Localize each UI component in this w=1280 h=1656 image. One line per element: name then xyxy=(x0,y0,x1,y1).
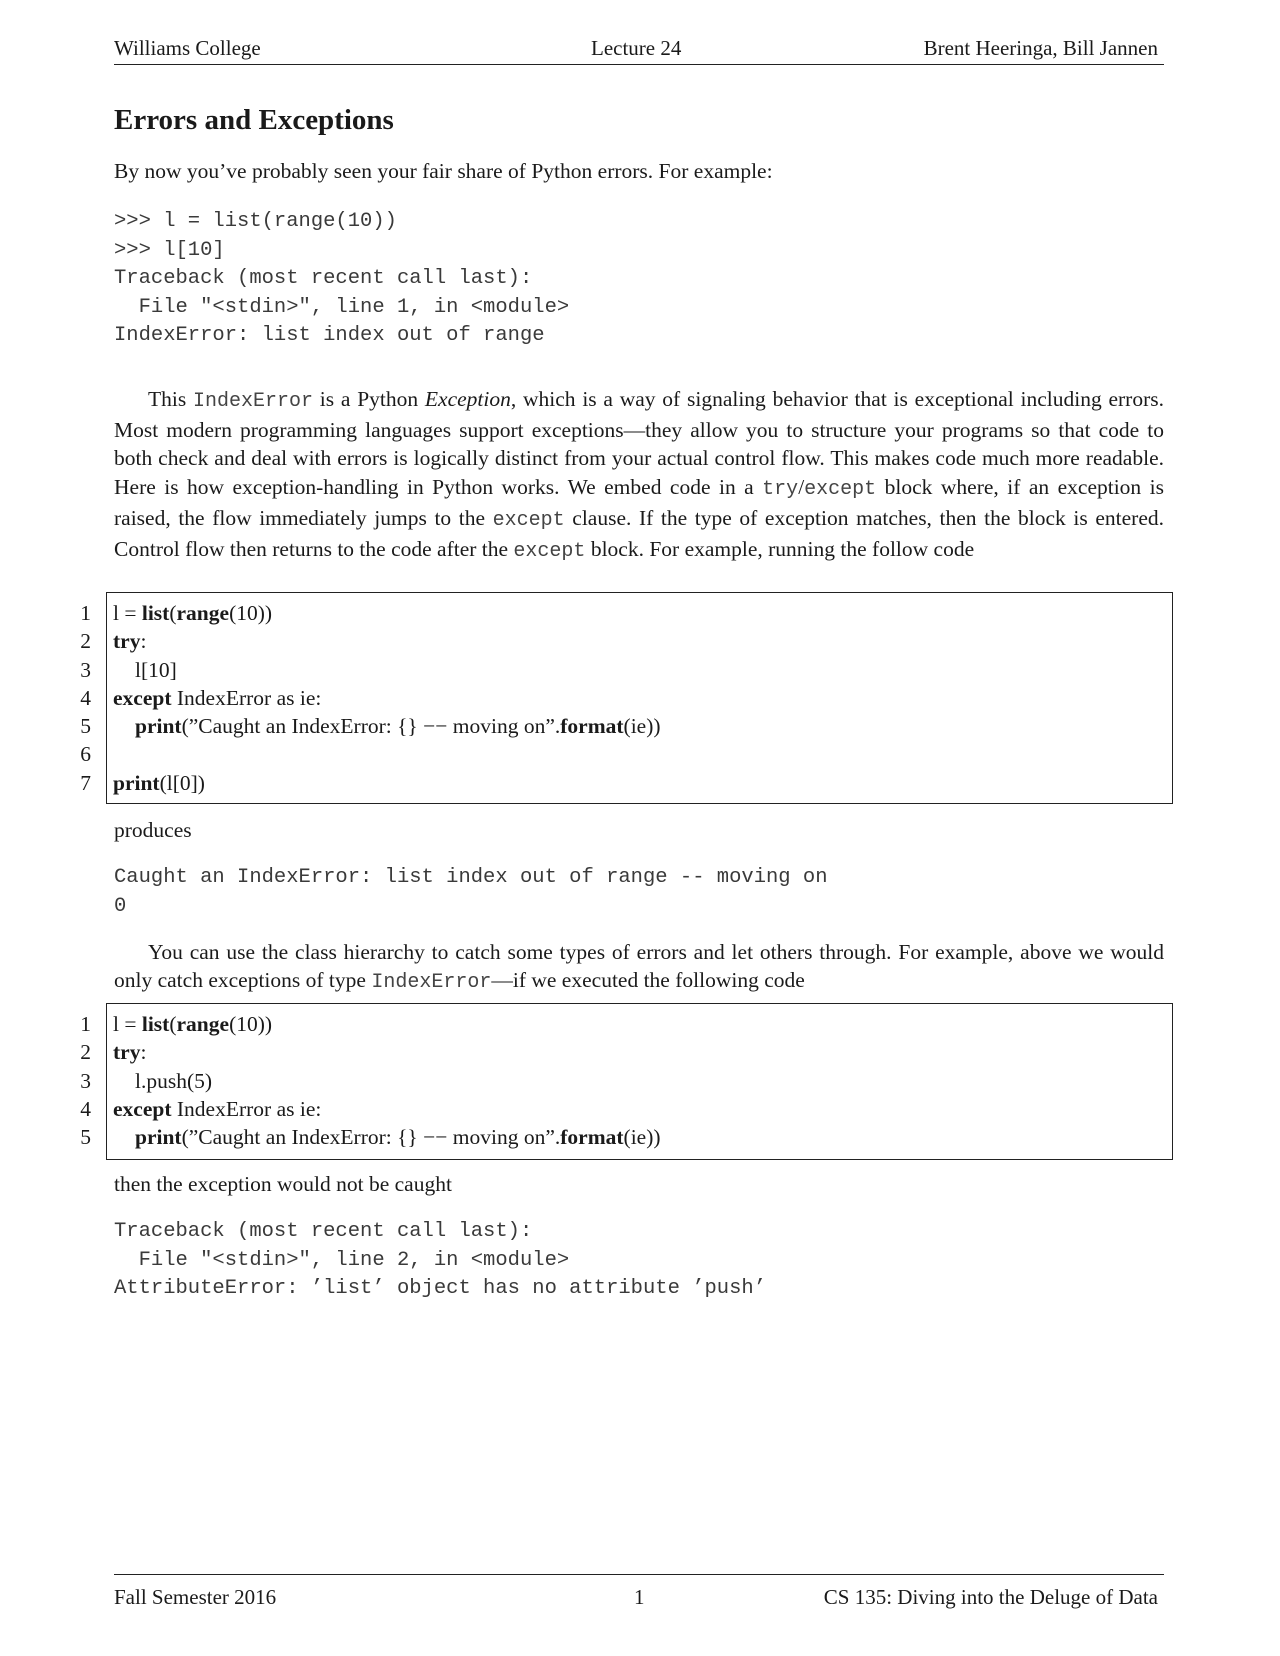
code-listing-1 xyxy=(80,592,1173,804)
hierarchy-paragraph xyxy=(114,938,1164,997)
page-footer xyxy=(114,1574,1164,1615)
code-text xyxy=(113,599,272,627)
code-keyword: try xyxy=(113,1040,141,1065)
code-token: (ie)) xyxy=(623,714,661,739)
code-text xyxy=(113,1010,272,1038)
line-number: 2 xyxy=(80,629,91,654)
line-number: 4 xyxy=(80,1096,91,1121)
code-listing-2 xyxy=(80,1003,1173,1160)
code-keyword: print xyxy=(113,770,160,795)
text-run: —if we executed the following code xyxy=(491,968,805,993)
code-text xyxy=(113,684,321,712)
text-run: This xyxy=(148,387,193,411)
code-keyword: list xyxy=(141,601,170,625)
code-keyword: print xyxy=(135,714,182,739)
header-authors: Brent Heeringa, Bill Jannen xyxy=(923,36,1158,60)
output-block-1 xyxy=(114,864,828,921)
code-line xyxy=(80,1067,1172,1095)
code-text xyxy=(135,712,661,740)
code-line xyxy=(80,1010,1172,1038)
code-token: (”Caught an IndexError: {} −− moving on”. xyxy=(181,714,561,739)
line-number: 2 xyxy=(80,1040,91,1065)
text-run: clause. If the type of exception matches, then the block is entered. Control flow then returns to the code after the xyxy=(114,505,1164,562)
repl-line: Traceback (most recent call last): xyxy=(114,267,533,290)
inline-code: except xyxy=(492,508,565,532)
code-line xyxy=(80,1095,1172,1123)
repl-example xyxy=(114,208,569,351)
code-keyword: list xyxy=(141,1012,170,1036)
code-line xyxy=(80,1038,1172,1066)
text-run: block where, if an exception is raised, the flow immediately jumps to the xyxy=(114,474,1164,530)
code-token: ( xyxy=(169,1012,177,1036)
page-header xyxy=(114,32,1164,65)
repl-line: >>> l[10] xyxy=(114,238,225,262)
code-text: l.push(5) xyxy=(135,1068,213,1093)
line-number: 3 xyxy=(80,1068,91,1093)
page-number: 1 xyxy=(634,1585,645,1609)
code-line xyxy=(80,684,1172,712)
output-line: AttributeError: ’list’ object has no attribute ’push’ xyxy=(114,1277,767,1300)
intro-paragraph: By now you’ve probably seen your fair share of Python errors. For example: xyxy=(114,159,773,183)
code-token: IndexError as ie: xyxy=(171,685,322,710)
code-line xyxy=(80,627,1172,655)
code-token: (10)) xyxy=(229,601,273,625)
code-keyword: range xyxy=(176,601,230,625)
inline-code: except xyxy=(513,540,586,564)
code-text xyxy=(113,627,146,655)
code-keyword: except xyxy=(113,1096,172,1121)
section-title: Errors and Exceptions xyxy=(114,104,394,136)
produces-label: produces xyxy=(114,818,192,842)
code-token: : xyxy=(140,629,147,654)
code-line xyxy=(80,769,1172,797)
text-run: / xyxy=(798,474,805,499)
output-line: 0 xyxy=(114,894,127,918)
header-institution: Williams College xyxy=(114,36,261,60)
code-keyword: try xyxy=(113,629,141,654)
code-line xyxy=(80,599,1172,627)
code-text xyxy=(113,1038,146,1066)
code-token: l = xyxy=(113,601,142,625)
code-line xyxy=(80,740,1172,768)
code-text: l[10] xyxy=(135,657,177,682)
code-text xyxy=(135,1123,661,1151)
line-number: 3 xyxy=(80,657,91,682)
line-number: 5 xyxy=(80,1125,91,1150)
repl-line: IndexError: list index out of range xyxy=(114,324,545,347)
code-text xyxy=(113,769,205,797)
code-keyword: print xyxy=(135,1125,182,1150)
code-text xyxy=(113,1095,321,1123)
code-keyword: format xyxy=(560,1125,624,1150)
not-caught-label: then the exception would not be caught xyxy=(114,1172,452,1196)
text-run: is a Python xyxy=(313,387,425,411)
line-number: 4 xyxy=(80,685,91,710)
line-number: 5 xyxy=(80,714,91,739)
emphasis: Exception xyxy=(424,387,511,411)
text-run: block. For example, running the follow code xyxy=(585,537,975,562)
text-run: , which is a way of signaling behavior that is exceptional including errors. Most modern programming languages support exceptions—they allow you to structure your programs so that code to both check and deal with errors is logically distinct from your actual control flow. This makes code much more readable. Here is how exception-handling in Python works. We embed code in a xyxy=(114,387,1164,499)
line-number: 1 xyxy=(80,1012,91,1036)
code-token: l = xyxy=(113,1012,142,1036)
inline-code: try xyxy=(762,477,799,501)
line-number: 6 xyxy=(80,742,91,767)
code-keyword: range xyxy=(176,1012,230,1036)
inline-code: except xyxy=(804,477,877,501)
code-keyword: format xyxy=(560,714,624,739)
header-lecture: Lecture 24 xyxy=(591,36,682,60)
code-token: (ie)) xyxy=(623,1125,661,1150)
code-token: (10)) xyxy=(229,1012,273,1036)
footer-course: CS 135: Diving into the Deluge of Data xyxy=(823,1585,1158,1609)
output-line: Caught an IndexError: list index out of range -- moving on xyxy=(114,866,828,889)
code-line xyxy=(80,656,1172,684)
code-token: ( xyxy=(169,601,177,625)
code-token: (”Caught an IndexError: {} −− moving on”. xyxy=(181,1125,561,1150)
code-token: (l[0]) xyxy=(159,770,205,795)
line-number: 1 xyxy=(80,601,91,625)
text-run: You can use the class hierarchy to catch some types of errors and let others through. For example, above we would only catch exceptions of type xyxy=(114,940,1164,993)
output-line: Traceback (most recent call last): xyxy=(114,1220,533,1243)
code-token: IndexError as ie: xyxy=(171,1096,322,1121)
output-block-2 xyxy=(114,1218,766,1304)
code-token: : xyxy=(140,1040,147,1065)
exception-paragraph xyxy=(114,385,1164,566)
repl-line: >>> l = list(range(10)) xyxy=(114,210,397,233)
footer-semester: Fall Semester 2016 xyxy=(114,1585,277,1609)
output-line: File "<stdin>", line 2, in <module> xyxy=(114,1248,570,1272)
repl-line: File "<stdin>", line 1, in <module> xyxy=(114,295,570,319)
code-keyword: except xyxy=(113,685,172,710)
inline-code: IndexError xyxy=(193,390,314,413)
inline-code: IndexError xyxy=(371,971,492,995)
code-line xyxy=(80,712,1172,740)
line-number: 7 xyxy=(80,770,91,795)
code-line xyxy=(80,1123,1172,1151)
